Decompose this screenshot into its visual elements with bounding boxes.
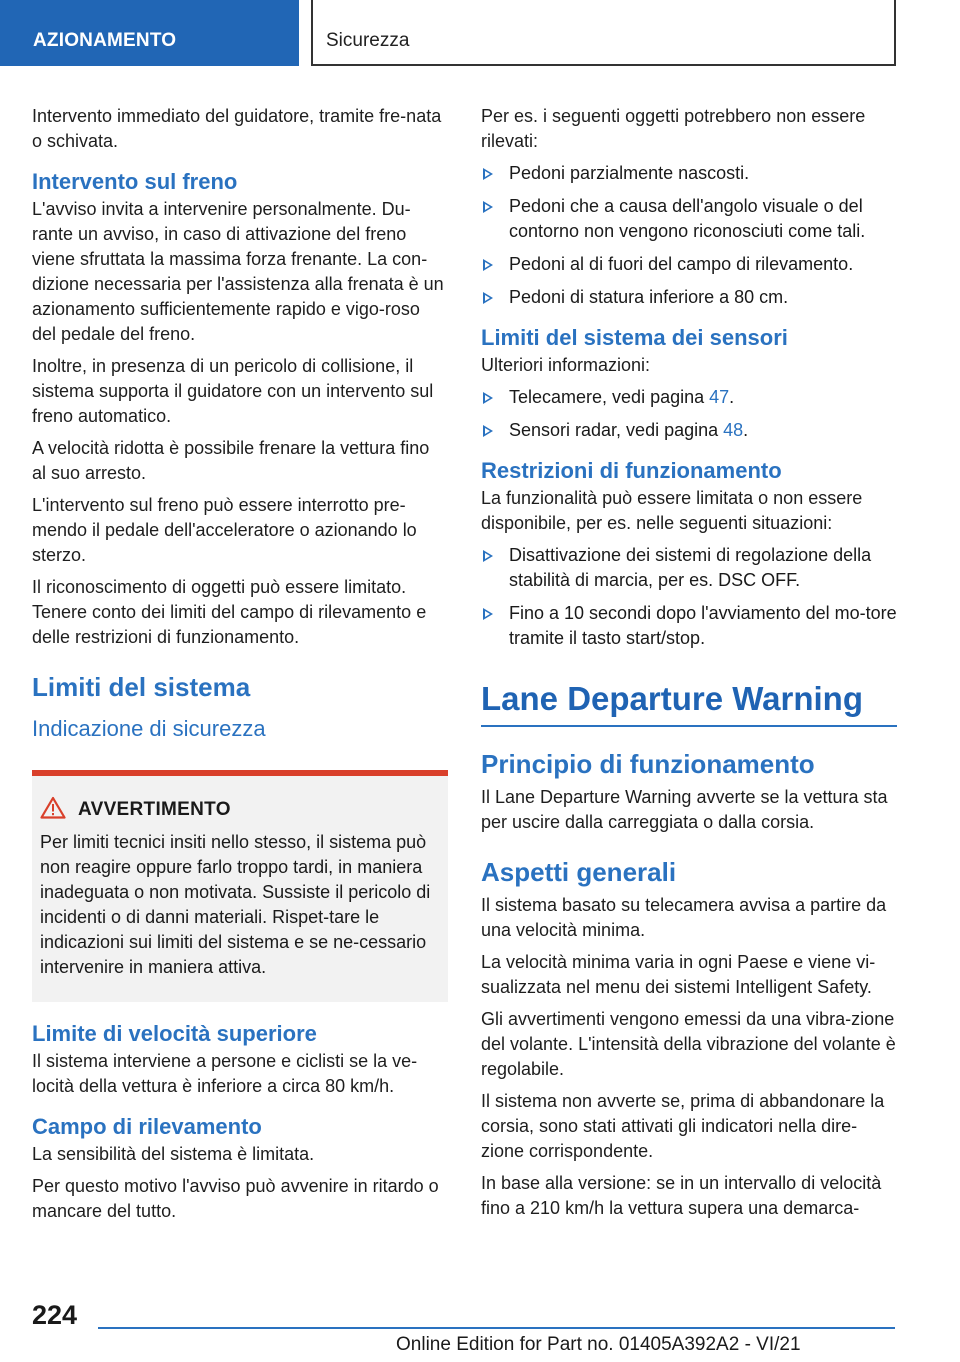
list-item: Fino a 10 secondi dopo l'avviamento del mo-tore tramite il tasto start/stop. <box>481 601 897 651</box>
heading-system-limits: Limiti del sistema <box>32 672 251 702</box>
paragraph: Il sistema basato su telecamera avvisa a partire da una velocità minima. <box>481 895 887 940</box>
paragraph: A velocità ridotta è possibile frenare la vettura fino al suo arresto. <box>32 438 430 483</box>
heading-general-aspects: Aspetti generali <box>481 857 677 887</box>
paragraph: Ulteriori informazioni: <box>481 355 651 375</box>
heading-restrictions: Restrizioni di funzionamento <box>481 458 782 483</box>
list-item: Pedoni parzialmente nascosti. <box>481 161 897 186</box>
heading-sensor-limits: Limiti del sistema dei sensori <box>481 325 788 350</box>
warning-triangle-icon <box>40 796 66 824</box>
edition-label: Online Edition for Part no. 01405A392A2 - VI/21 <box>396 1334 801 1355</box>
list-item: Sensori radar, vedi pagina 48. <box>481 418 897 443</box>
paragraph: Per es. i seguenti oggetti potrebbero non essere rilevati: <box>481 106 866 151</box>
bullet-triangle-icon <box>483 392 493 404</box>
paragraph: Il riconoscimento di oggetti può essere limitato. Tenere conto dei limiti del campo di rilevamento e delle restrizioni di funzionamento. <box>32 577 427 647</box>
bullet-triangle-icon <box>483 292 493 304</box>
paragraph: Il sistema interviene a persone e ciclisti se la ve-locità della vettura è inferiore a circa 80 km/h. <box>32 1051 418 1096</box>
heading-lane-departure-warning: Lane Departure Warning <box>481 677 897 727</box>
heading-detection-range: Campo di rilevamento <box>32 1114 262 1139</box>
section-tab: AZIONAMENTO <box>0 0 299 66</box>
paragraph: La sensibilità del sistema è limitata. <box>32 1144 315 1164</box>
warning-header <box>40 796 440 824</box>
paragraph: In base alla versione: se in un intervallo di velocità fino a 210 km/h la vettura supera una demarca- <box>481 1173 882 1218</box>
paragraph: Il sistema non avverte se, prima di abbandonare la corsia, sono stati attivati gli indicatori nella dire-zione corrispondente. <box>481 1091 885 1161</box>
bullet-list-objects <box>481 161 897 310</box>
list-item: Pedoni di statura inferiore a 80 cm. <box>481 285 897 310</box>
heading-safety-note: Indicazione di sicurezza <box>32 716 266 741</box>
bullet-triangle-icon <box>483 550 493 562</box>
paragraph: La velocità minima varia in ogni Paese e viene vi-sualizzata nel menu dei sistemi Intelligent Safety. <box>481 952 876 997</box>
page-header <box>0 0 960 66</box>
paragraph: L'intervento sul freno può essere interrotto pre-mendo il pedale dell'acceleratore o azionando lo sterzo. <box>32 495 417 565</box>
page-link-48[interactable]: 48 <box>723 420 744 440</box>
list-item: Pedoni al di fuori del campo di rilevamento. <box>481 252 897 277</box>
chapter-title: Sicurezza <box>311 0 896 66</box>
heading-brake-intervention: Intervento sul freno <box>32 169 238 194</box>
bullet-list-sensors <box>481 385 897 443</box>
heading-principle: Principio di funzionamento <box>481 749 815 779</box>
paragraph: L'avviso invita a intervenire personalmente. Du-rante un avviso, in caso di attivazione del freno viene sfruttata la massima forza frenante. La con-dizione necessaria per l'assistenza alla frenata è un azionamento sufficientemente rapido e vigo-roso del pedale del freno. <box>32 199 444 344</box>
paragraph: La funzionalità può essere limitata o non essere disponibile, per es. nelle seguenti situazioni: <box>481 488 863 533</box>
left-column <box>32 104 448 1231</box>
list-item: Disattivazione dei sistemi di regolazione della stabilità di marcia, per es. DSC OFF. <box>481 543 897 593</box>
warning-title: AVVERTIMENTO <box>78 799 231 820</box>
warning-text: Per limiti tecnici insiti nello stesso, il sistema può non reagire oppure farlo troppo tardi, in maniera inadeguata o non motivata. Sussiste il pericolo di incidenti o di danni materiali. Rispet-tare le indicazioni sui limiti del sistema e se ne-cessario intervenire in maniera attiva. <box>40 832 431 977</box>
paragraph: Per questo motivo l'avviso può avvenire in ritardo o mancare del tutto. <box>32 1176 439 1221</box>
list-item: Telecamere, vedi pagina 47. <box>481 385 897 410</box>
page-number: 224 <box>32 1300 78 1330</box>
bullet-triangle-icon <box>483 608 493 620</box>
paragraph: Il Lane Departure Warning avverte se la vettura sta per uscire dalla carreggiata o dalla corsia. <box>481 787 888 832</box>
bullet-list-restrictions <box>481 543 897 651</box>
bullet-triangle-icon <box>483 201 493 213</box>
page-link-47[interactable]: 47 <box>709 387 730 407</box>
bullet-triangle-icon <box>483 425 493 437</box>
warning-box <box>32 770 448 1002</box>
paragraph: Gli avvertimenti vengono emessi da una vibra-zione del volante. L'intensità della vibrazione del volante è regolabile. <box>481 1009 896 1079</box>
heading-speed-limit: Limite di velocità superiore <box>32 1021 317 1046</box>
footer-divider <box>98 1327 895 1329</box>
list-item: Pedoni che a causa dell'angolo visuale o del contorno non vengono riconosciuti come tali. <box>481 194 897 244</box>
bullet-triangle-icon <box>483 259 493 271</box>
paragraph: Inoltre, in presenza di un pericolo di collisione, il sistema supporta il guidatore con un intervento sul freno automatico. <box>32 356 434 426</box>
paragraph: Intervento immediato del guidatore, tramite fre-nata o schivata. <box>32 106 442 151</box>
bullet-triangle-icon <box>483 168 493 180</box>
right-column <box>481 104 897 1228</box>
